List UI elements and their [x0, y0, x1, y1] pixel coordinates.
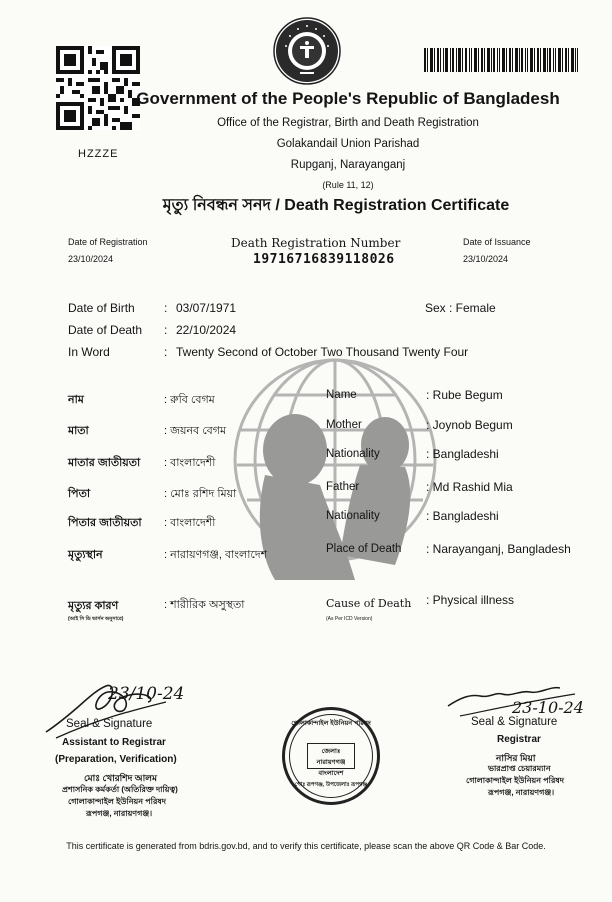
cause-value: : Physical illness — [426, 593, 515, 607]
registrar-bn-place: রূপগঞ্জ, নারায়ণগঞ্জ। — [488, 788, 555, 797]
assistant-seal-title: Seal & Signature — [66, 718, 153, 730]
dob-separator: : — [164, 301, 168, 315]
government-title: Government of the People's Republic of Bangladesh — [136, 89, 560, 108]
date-of-issuance: 23/10/2024 — [463, 254, 509, 264]
father-nationality-label: Nationality — [326, 510, 380, 522]
assistant-signature — [36, 672, 206, 742]
assistant-handwritten-date: 23/10-24 — [108, 684, 185, 704]
seal-bottom-text: পোঃ রূপগঞ্জ, উপজেলাঃ রূপগঞ্জ — [294, 782, 368, 788]
date-of-birth: 03/07/1971 — [176, 301, 237, 315]
place-of-death-value: : Narayanganj, Bangladesh — [426, 542, 571, 556]
place-of-death-label: Place of Death — [326, 543, 402, 555]
bn-cause-value: : শারীরিক অসুস্থতা — [164, 599, 245, 611]
registration-number: 19716716839118026 — [253, 252, 395, 267]
bn-mother-value: : জয়নব বেগম — [164, 425, 227, 437]
dod-label: Date of Death — [68, 323, 143, 337]
certificate-title: মৃত্যু নিবন্ধন সনদ / Death Registration Certificate — [162, 197, 510, 214]
father-label: Father — [326, 481, 360, 493]
father-nationality-value: : Bangladeshi — [426, 509, 499, 523]
seal-inner-text-1: জেলাঃ নারায়ণগঞ্জ — [316, 748, 346, 766]
registration-number-label: Death Registration Number — [231, 236, 401, 250]
seal-outer-text: গোলাকান্দাইল ইউনিয়ন পরিষদ — [291, 720, 371, 727]
registrar-role: Registrar — [497, 734, 541, 745]
bn-cause-label: মৃত্যুর কারণ — [68, 600, 119, 612]
bn-father-nationality-label: পিতার জাতীয়তা — [68, 517, 142, 529]
name-value: : Rube Begum — [426, 388, 503, 402]
date-of-issuance-label: Date of Issuance — [463, 237, 531, 247]
registrar-bn-office: গোলাকান্দাইল ইউনিয়ন পরিষদ — [466, 776, 564, 785]
assistant-role-detail: (Preparation, Verification) — [55, 754, 177, 765]
office-location: Rupganj, Narayanganj — [290, 159, 406, 171]
verification-footer: This certificate is generated from bdris.gov.bd, and to verify this certificate, please scan the above QR Code & Bar Code. — [66, 841, 546, 851]
date-of-death: 22/10/2024 — [176, 323, 237, 337]
mother-label: Mother — [326, 419, 362, 431]
in-word-label: In Word — [68, 345, 110, 359]
cause-note: (As Per ICD Version) — [326, 616, 373, 622]
in-word-separator: : — [164, 345, 168, 359]
date-of-registration: 23/10/2024 — [68, 254, 114, 264]
mother-value: : Joynob Begum — [426, 418, 513, 432]
bn-place-of-death-value: : নারায়ণগঞ্জ, বাংলাদেশ — [164, 549, 268, 561]
dod-separator: : — [164, 323, 168, 337]
assistant-bn-name: মোঃ খোরশিদ আলম — [84, 773, 158, 783]
date-of-registration-label: Date of Registration — [68, 237, 148, 247]
bn-name-value: : রুবি বেগম — [164, 394, 215, 406]
bn-mother-nationality-value: : বাংলাদেশী — [164, 457, 216, 469]
qr-caption: HZZZE — [78, 148, 119, 160]
office-name: Office of the Registrar, Birth and Death Registration — [217, 117, 479, 129]
mother-nationality-label: Nationality — [326, 448, 380, 460]
bn-mother-nationality-label: মাতার জাতীয়তা — [68, 457, 141, 469]
bn-name-label: নাম — [68, 394, 84, 406]
registrar-seal-title: Seal & Signature — [471, 716, 558, 728]
assistant-bn-office: গোলাকান্দাইল ইউনিয়ন পরিষদ — [68, 797, 166, 806]
rule-reference: (Rule 11, 12) — [322, 180, 374, 190]
sex: Sex : Female — [425, 301, 496, 315]
father-value: : Md Rashid Mia — [426, 480, 513, 494]
registrar-bn-role: ভারপ্রাপ্ত চেয়ারম্যান — [488, 764, 551, 773]
assistant-role: Assistant to Registrar — [62, 737, 166, 748]
seal-inner-text-2: বাংলাদেশ — [318, 770, 344, 777]
bn-mother-label: মাতা — [68, 425, 89, 437]
bn-father-value: : মোঃ রশিদ মিয়া — [164, 488, 237, 500]
bn-father-label: পিতা — [68, 488, 91, 500]
name-label: Name — [326, 389, 357, 401]
bn-father-nationality-value: : বাংলাদেশী — [164, 517, 216, 529]
union-parishad-seal — [282, 707, 380, 805]
assistant-bn-place: রূপগঞ্জ, নারায়ণগঞ্জ। — [86, 809, 153, 818]
dob-label: Date of Birth — [68, 301, 135, 315]
mother-nationality-value: : Bangladeshi — [426, 447, 499, 461]
registrar-handwritten-date: 23-10-24 — [512, 698, 584, 717]
assistant-bn-role: প্রশাসনিক কর্মকর্তা (অতিরিক্ত দায়িত্ব) — [62, 785, 178, 794]
bn-cause-note: (আই সি ডি ভার্সন অনুসারে) — [68, 616, 124, 622]
registrar-bn-name: নাসির মিয়া — [496, 753, 536, 763]
seal-inner-box — [307, 743, 355, 777]
barcode[interactable] — [424, 48, 578, 72]
date-in-words: Twenty Second of October Two Thousand Twenty Four — [176, 345, 469, 359]
bn-place-of-death-label: মৃত্যুস্থান — [68, 549, 103, 561]
union-parishad: Golakandail Union Parishad — [276, 138, 420, 150]
cause-label: Cause of Death — [326, 597, 412, 610]
government-emblem — [272, 16, 342, 86]
